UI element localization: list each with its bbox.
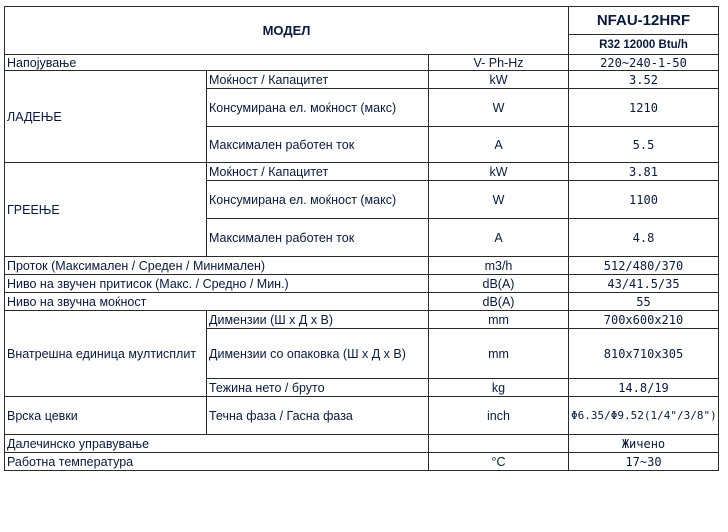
piping-phase-label: Течна фаза / Гасна фаза xyxy=(207,397,429,435)
sound-pressure-value: 43/41.5/35 xyxy=(569,275,719,293)
dimensions-unit: mm xyxy=(429,311,569,329)
cooling-capacity-unit: kW xyxy=(429,71,569,89)
packaging-unit: mm xyxy=(429,329,569,379)
heating-consumption-unit: W xyxy=(429,181,569,219)
indoor-unit-label: Внатрешна единица мултисплит xyxy=(5,311,207,397)
table-row xyxy=(5,435,719,453)
airflow-label: Проток (Максимален / Среден / Минимален) xyxy=(5,257,429,275)
dimensions-label: Димензии (Ш х Д х В) xyxy=(207,311,429,329)
table-row xyxy=(5,257,719,275)
table-row xyxy=(5,397,719,435)
cooling-capacity-value: 3.52 xyxy=(569,71,719,89)
heating-consumption-label: Консумирана ел. моќност (макс) xyxy=(207,181,429,219)
table-row xyxy=(5,71,719,89)
heating-current-label: Максимален работен ток xyxy=(207,219,429,257)
weight-unit: kg xyxy=(429,379,569,397)
power-supply-unit: V- Ph-Hz xyxy=(429,55,569,71)
weight-value: 14.8/19 xyxy=(569,379,719,397)
cooling-current-unit: A xyxy=(429,127,569,163)
cooling-label: ЛАДЕЊЕ xyxy=(5,71,207,163)
sound-power-unit: dB(A) xyxy=(429,293,569,311)
cooling-consumption-label: Консумирана ел. моќност (макс) xyxy=(207,89,429,127)
table-row xyxy=(5,311,719,329)
temperature-unit: °C xyxy=(429,453,569,471)
heating-capacity-label: Моќност / Капацитет xyxy=(207,163,429,181)
specification-table xyxy=(4,6,719,471)
piping-label: Врска цевки xyxy=(5,397,207,435)
temperature-label: Работна температура xyxy=(5,453,429,471)
table-row xyxy=(5,293,719,311)
heating-current-unit: A xyxy=(429,219,569,257)
packaging-value: 810x710x305 xyxy=(569,329,719,379)
sound-pressure-unit: dB(A) xyxy=(429,275,569,293)
cooling-capacity-label: Моќност / Капацитет xyxy=(207,71,429,89)
temperature-value: 17~30 xyxy=(569,453,719,471)
heating-current-value: 4.8 xyxy=(569,219,719,257)
cooling-consumption-value: 1210 xyxy=(569,89,719,127)
model-name: NFAU-12HRF xyxy=(569,7,719,35)
heating-capacity-unit: kW xyxy=(429,163,569,181)
heating-consumption-value: 1100 xyxy=(569,181,719,219)
piping-phase-value: Φ6.35/Φ9.52(1/4"/3/8") xyxy=(569,397,719,435)
table-row xyxy=(5,453,719,471)
remote-label: Далечинско управување xyxy=(5,435,429,453)
table-row xyxy=(5,55,719,71)
airflow-unit: m3/h xyxy=(429,257,569,275)
sound-power-value: 55 xyxy=(569,293,719,311)
packaging-label: Димензии со опаковка (Ш х Д х В) xyxy=(207,329,429,379)
table-row xyxy=(5,163,719,181)
cooling-current-label: Максимален работен ток xyxy=(207,127,429,163)
cooling-current-value: 5.5 xyxy=(569,127,719,163)
power-supply-label: Напојување xyxy=(5,55,429,71)
table-row xyxy=(5,275,719,293)
dimensions-value: 700x600x210 xyxy=(569,311,719,329)
model-header-label: МОДЕЛ xyxy=(5,7,569,55)
heating-label: ГРЕЕЊЕ xyxy=(5,163,207,257)
remote-unit xyxy=(429,435,569,453)
sound-pressure-label: Ниво на звучен притисок (Макс. / Средно / Мин.) xyxy=(5,275,429,293)
model-subtitle: R32 12000 Btu/h xyxy=(569,35,719,55)
cooling-consumption-unit: W xyxy=(429,89,569,127)
remote-value: Жичено xyxy=(569,435,719,453)
power-supply-value: 220~240-1-50 xyxy=(569,55,719,71)
sound-power-label: Ниво на звучна моќност xyxy=(5,293,429,311)
heating-capacity-value: 3.81 xyxy=(569,163,719,181)
piping-phase-unit: inch xyxy=(429,397,569,435)
weight-label: Тежина нето / бруто xyxy=(207,379,429,397)
airflow-value: 512/480/370 xyxy=(569,257,719,275)
